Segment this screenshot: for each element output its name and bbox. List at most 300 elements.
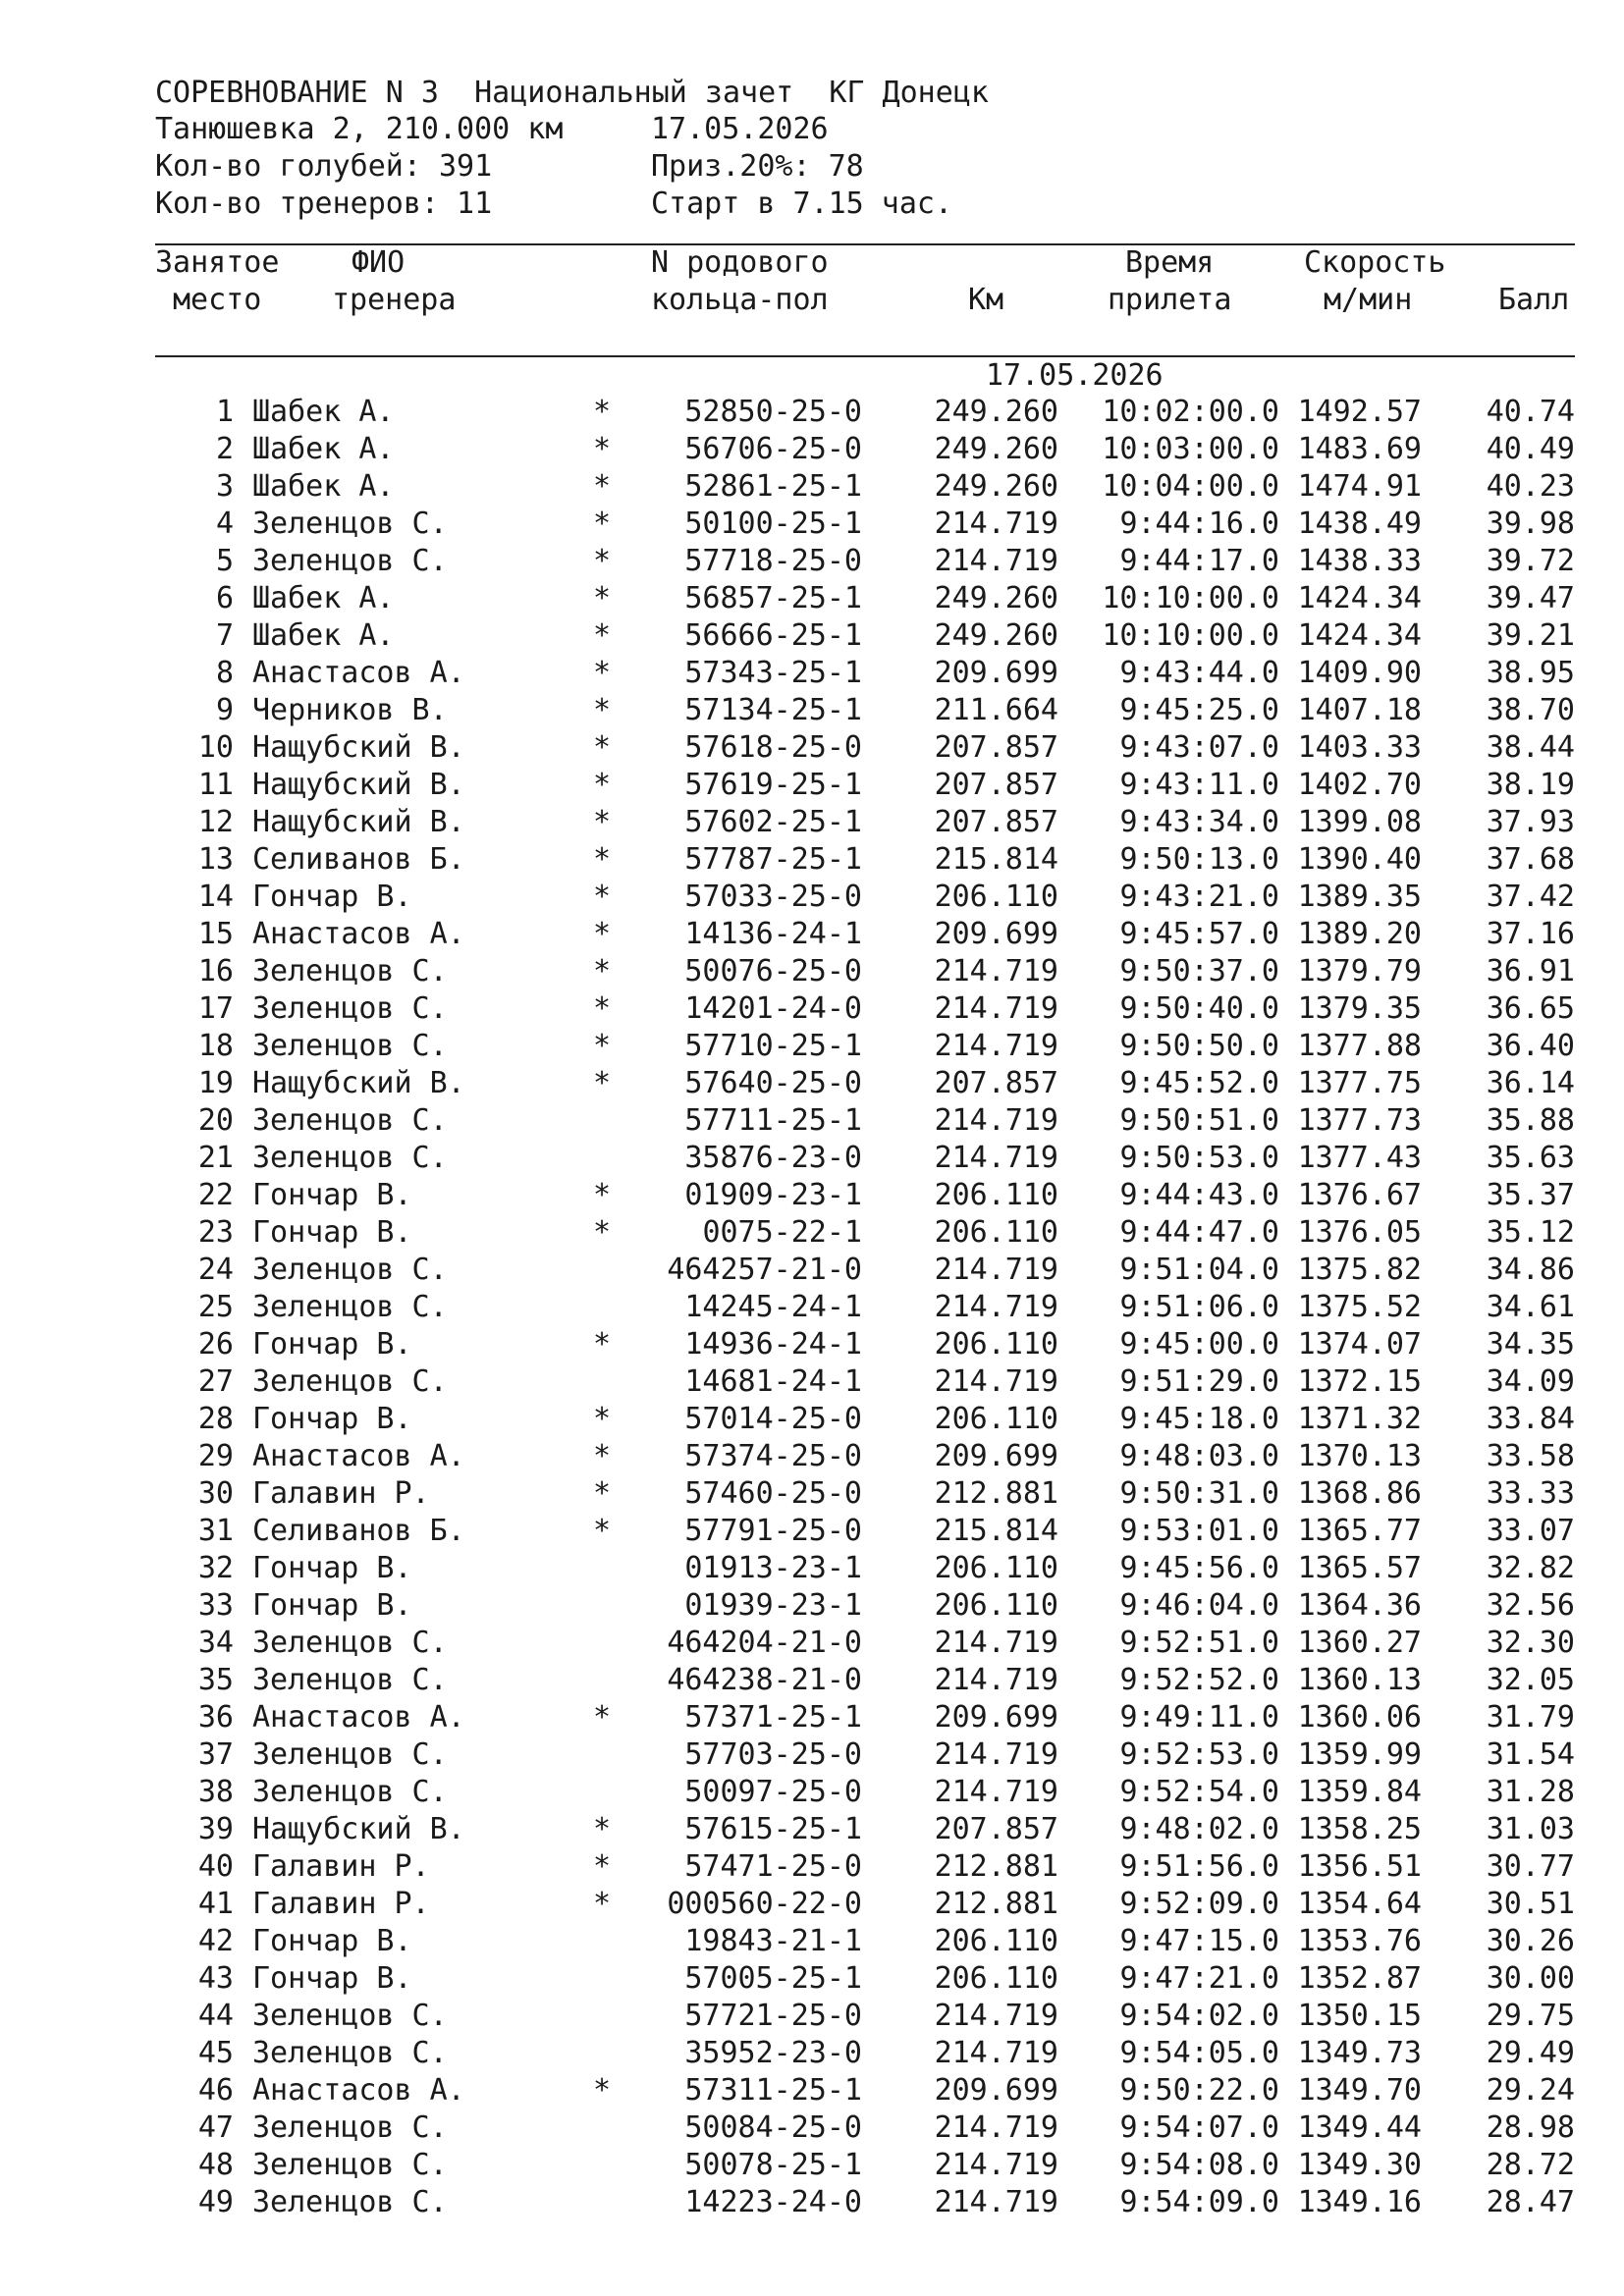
start-time: Старт в 7.15 час. bbox=[651, 187, 953, 221]
row-trainer-name: Зеленцов С. bbox=[252, 1141, 448, 1175]
row-distance: 214.719 bbox=[934, 1103, 1058, 1138]
row-score: 28.98 bbox=[1486, 2110, 1575, 2145]
row-distance: 206.110 bbox=[934, 880, 1058, 914]
row-mark: * bbox=[592, 1812, 612, 1846]
row-score: 32.05 bbox=[1486, 1663, 1575, 1697]
row-mark: * bbox=[592, 693, 612, 727]
row-arrival-time: 9:48:03.0 bbox=[1119, 1439, 1279, 1473]
row-arrival-time: 10:02:00.0 bbox=[1102, 395, 1279, 429]
row-mark: * bbox=[592, 991, 612, 1026]
row-distance: 209.699 bbox=[934, 1700, 1058, 1735]
row-trainer-name: Зеленцов С. bbox=[252, 1663, 448, 1697]
row-score: 38.95 bbox=[1486, 656, 1575, 690]
results-document bbox=[155, 75, 1575, 2222]
row-speed: 1349.44 bbox=[1297, 2110, 1422, 2145]
row-speed: 1353.76 bbox=[1297, 1924, 1422, 1958]
row-ring-number: 57711-25-1 bbox=[684, 1103, 862, 1138]
row-ring-number: 57471-25-0 bbox=[684, 1849, 862, 1884]
row-distance: 207.857 bbox=[934, 768, 1058, 802]
row-place: 43 bbox=[197, 1961, 234, 1996]
row-trainer-name: Нащубский В. bbox=[252, 1812, 465, 1846]
row-place: 40 bbox=[197, 1849, 234, 1884]
row-distance: 212.881 bbox=[934, 1476, 1058, 1511]
row-score: 28.72 bbox=[1486, 2148, 1575, 2182]
row-trainer-name: Нащубский В. bbox=[252, 730, 465, 765]
row-ring-number: 57343-25-1 bbox=[684, 656, 862, 690]
row-arrival-time: 9:50:40.0 bbox=[1119, 991, 1279, 1026]
row-score: 33.58 bbox=[1486, 1439, 1575, 1473]
row-score: 30.51 bbox=[1486, 1887, 1575, 1921]
row-mark: * bbox=[592, 1887, 612, 1921]
table-row bbox=[155, 2185, 1575, 2222]
row-place: 41 bbox=[197, 1887, 234, 1921]
table-row bbox=[155, 842, 1575, 880]
row-score: 33.33 bbox=[1486, 1476, 1575, 1511]
row-speed: 1375.52 bbox=[1297, 1290, 1422, 1324]
row-distance: 209.699 bbox=[934, 2073, 1058, 2108]
row-arrival-time: 9:44:43.0 bbox=[1119, 1178, 1279, 1212]
row-trainer-name: Нащубский В. bbox=[252, 768, 465, 802]
row-speed: 1349.30 bbox=[1297, 2148, 1422, 2182]
row-trainer-name: Нащубский В. bbox=[252, 805, 465, 839]
row-arrival-time: 9:48:02.0 bbox=[1119, 1812, 1279, 1846]
col-speed-label: Скорость bbox=[1304, 245, 1446, 280]
row-mark: * bbox=[592, 1066, 612, 1100]
row-ring-number: 14245-24-1 bbox=[684, 1290, 862, 1324]
row-score: 37.93 bbox=[1486, 805, 1575, 839]
row-distance: 214.719 bbox=[934, 1290, 1058, 1324]
trainer-count-line bbox=[155, 187, 1575, 224]
row-score: 28.47 bbox=[1486, 2185, 1575, 2219]
row-arrival-time: 10:03:00.0 bbox=[1102, 432, 1279, 466]
row-place: 23 bbox=[197, 1215, 234, 1250]
row-mark: * bbox=[592, 1514, 612, 1548]
row-arrival-time: 9:51:29.0 bbox=[1119, 1364, 1279, 1399]
row-score: 39.47 bbox=[1486, 581, 1575, 615]
row-ring-number: 57460-25-0 bbox=[684, 1476, 862, 1511]
row-arrival-time: 9:45:52.0 bbox=[1119, 1066, 1279, 1100]
row-mark: * bbox=[592, 581, 612, 615]
row-distance: 214.719 bbox=[934, 1364, 1058, 1399]
row-speed: 1365.57 bbox=[1297, 1551, 1422, 1585]
row-distance: 206.110 bbox=[934, 1178, 1058, 1212]
date-separator-text: 17.05.2026 bbox=[986, 358, 1164, 393]
row-place: 6 bbox=[215, 581, 234, 615]
row-speed: 1371.32 bbox=[1297, 1402, 1422, 1436]
row-speed: 1358.25 bbox=[1297, 1812, 1422, 1846]
row-trainer-name: Гончар В. bbox=[252, 1924, 412, 1958]
row-distance: 206.110 bbox=[934, 1551, 1058, 1585]
row-trainer-name: Селиванов Б. bbox=[252, 842, 465, 877]
row-ring-number: 57721-25-0 bbox=[684, 1999, 862, 2033]
table-row bbox=[155, 1663, 1575, 1700]
table-row bbox=[155, 1812, 1575, 1849]
row-ring-number: 0075-22-1 bbox=[702, 1215, 862, 1250]
row-trainer-name: Зеленцов С. bbox=[252, 1364, 448, 1399]
prize-count: Приз.20%: 78 bbox=[651, 149, 864, 184]
row-place: 7 bbox=[215, 618, 234, 653]
row-arrival-time: 9:47:15.0 bbox=[1119, 1924, 1279, 1958]
table-row bbox=[155, 1476, 1575, 1514]
row-distance: 206.110 bbox=[934, 1327, 1058, 1362]
row-distance: 209.699 bbox=[934, 917, 1058, 951]
col-name-label-2: тренера bbox=[332, 283, 457, 317]
row-ring-number: 000560-22-0 bbox=[667, 1887, 862, 1921]
row-score: 29.49 bbox=[1486, 2036, 1575, 2070]
row-score: 34.35 bbox=[1486, 1327, 1575, 1362]
row-ring-number: 57134-25-1 bbox=[684, 693, 862, 727]
row-distance: 214.719 bbox=[934, 544, 1058, 578]
table-row bbox=[155, 1327, 1575, 1364]
row-score: 36.65 bbox=[1486, 991, 1575, 1026]
row-speed: 1390.40 bbox=[1297, 842, 1422, 877]
row-ring-number: 14681-24-1 bbox=[684, 1364, 862, 1399]
row-arrival-time: 10:04:00.0 bbox=[1102, 469, 1279, 504]
row-trainer-name: Анастасов А. bbox=[252, 1439, 465, 1473]
row-score: 38.44 bbox=[1486, 730, 1575, 765]
row-speed: 1349.16 bbox=[1297, 2185, 1422, 2219]
row-arrival-time: 9:45:00.0 bbox=[1119, 1327, 1279, 1362]
row-trainer-name: Зеленцов С. bbox=[252, 1029, 448, 1063]
row-score: 35.88 bbox=[1486, 1103, 1575, 1138]
row-speed: 1360.13 bbox=[1297, 1663, 1422, 1697]
row-ring-number: 14936-24-1 bbox=[684, 1327, 862, 1362]
column-header-row-2 bbox=[155, 283, 1575, 320]
table-row bbox=[155, 2073, 1575, 2110]
row-ring-number: 50076-25-0 bbox=[684, 954, 862, 988]
row-speed: 1360.06 bbox=[1297, 1700, 1422, 1735]
row-arrival-time: 9:50:53.0 bbox=[1119, 1141, 1279, 1175]
row-place: 28 bbox=[197, 1402, 234, 1436]
row-score: 37.68 bbox=[1486, 842, 1575, 877]
row-trainer-name: Зеленцов С. bbox=[252, 1103, 448, 1138]
row-speed: 1399.08 bbox=[1297, 805, 1422, 839]
row-speed: 1374.07 bbox=[1297, 1327, 1422, 1362]
row-distance: 214.719 bbox=[934, 954, 1058, 988]
row-ring-number: 57033-25-0 bbox=[684, 880, 862, 914]
row-mark: * bbox=[592, 1439, 612, 1473]
row-ring-number: 57311-25-1 bbox=[684, 2073, 862, 2108]
row-trainer-name: Галавин Р. bbox=[252, 1849, 430, 1884]
row-ring-number: 57787-25-1 bbox=[684, 842, 862, 877]
row-place: 45 bbox=[197, 2036, 234, 2070]
row-speed: 1389.20 bbox=[1297, 917, 1422, 951]
row-mark: * bbox=[592, 805, 612, 839]
row-place: 46 bbox=[197, 2073, 234, 2108]
row-distance: 214.719 bbox=[934, 1253, 1058, 1287]
row-ring-number: 14201-24-0 bbox=[684, 991, 862, 1026]
row-place: 16 bbox=[197, 954, 234, 988]
row-place: 9 bbox=[215, 693, 234, 727]
row-speed: 1349.70 bbox=[1297, 2073, 1422, 2108]
row-distance: 209.699 bbox=[934, 1439, 1058, 1473]
col-speed-label-2: м/мин bbox=[1324, 283, 1413, 317]
row-score: 29.24 bbox=[1486, 2073, 1575, 2108]
row-arrival-time: 9:43:21.0 bbox=[1119, 880, 1279, 914]
row-ring-number: 50084-25-0 bbox=[684, 2110, 862, 2145]
row-arrival-time: 9:50:50.0 bbox=[1119, 1029, 1279, 1063]
row-arrival-time: 9:45:25.0 bbox=[1119, 693, 1279, 727]
row-distance: 207.857 bbox=[934, 730, 1058, 765]
col-place-label-2: место bbox=[173, 283, 262, 317]
row-ring-number: 57014-25-0 bbox=[684, 1402, 862, 1436]
row-trainer-name: Зеленцов С. bbox=[252, 1290, 448, 1324]
row-trainer-name: Гончар В. bbox=[252, 1178, 412, 1212]
table-row bbox=[155, 544, 1575, 581]
row-trainer-name: Зеленцов С. bbox=[252, 1253, 448, 1287]
row-arrival-time: 9:43:44.0 bbox=[1119, 656, 1279, 690]
row-speed: 1424.34 bbox=[1297, 581, 1422, 615]
row-mark: * bbox=[592, 917, 612, 951]
pigeon-count-line bbox=[155, 149, 1575, 187]
row-score: 36.14 bbox=[1486, 1066, 1575, 1100]
results-table bbox=[155, 395, 1575, 2222]
row-place: 44 bbox=[197, 1999, 234, 2033]
row-arrival-time: 9:45:57.0 bbox=[1119, 917, 1279, 951]
row-place: 31 bbox=[197, 1514, 234, 1548]
column-header-row-1 bbox=[155, 245, 1575, 283]
row-trainer-name: Анастасов А. bbox=[252, 917, 465, 951]
row-speed: 1438.33 bbox=[1297, 544, 1422, 578]
row-mark: * bbox=[592, 880, 612, 914]
row-score: 35.12 bbox=[1486, 1215, 1575, 1250]
row-arrival-time: 9:52:54.0 bbox=[1119, 1775, 1279, 1809]
row-arrival-time: 9:45:18.0 bbox=[1119, 1402, 1279, 1436]
row-trainer-name: Шабек А. bbox=[252, 581, 395, 615]
row-place: 24 bbox=[197, 1253, 234, 1287]
row-place: 22 bbox=[197, 1178, 234, 1212]
row-ring-number: 50100-25-1 bbox=[684, 507, 862, 541]
row-ring-number: 57718-25-0 bbox=[684, 544, 862, 578]
table-row bbox=[155, 469, 1575, 507]
row-mark: * bbox=[592, 469, 612, 504]
table-row bbox=[155, 1700, 1575, 1737]
row-mark: * bbox=[592, 842, 612, 877]
row-place: 3 bbox=[215, 469, 234, 504]
row-place: 36 bbox=[197, 1700, 234, 1735]
row-speed: 1474.91 bbox=[1297, 469, 1422, 504]
col-ring-label: N родового bbox=[651, 245, 829, 280]
row-arrival-time: 9:50:31.0 bbox=[1119, 1476, 1279, 1511]
row-trainer-name: Зеленцов С. bbox=[252, 2036, 448, 2070]
row-speed: 1368.86 bbox=[1297, 1476, 1422, 1511]
table-row bbox=[155, 1290, 1575, 1327]
row-arrival-time: 9:52:09.0 bbox=[1119, 1887, 1279, 1921]
table-row bbox=[155, 1775, 1575, 1812]
row-distance: 214.719 bbox=[934, 1141, 1058, 1175]
table-row bbox=[155, 507, 1575, 544]
row-ring-number: 52861-25-1 bbox=[684, 469, 862, 504]
row-arrival-time: 9:50:37.0 bbox=[1119, 954, 1279, 988]
row-ring-number: 464257-21-0 bbox=[667, 1253, 862, 1287]
row-distance: 214.719 bbox=[934, 1029, 1058, 1063]
row-distance: 249.260 bbox=[934, 618, 1058, 653]
row-arrival-time: 9:50:51.0 bbox=[1119, 1103, 1279, 1138]
row-score: 31.79 bbox=[1486, 1700, 1575, 1735]
row-place: 37 bbox=[197, 1737, 234, 1772]
row-distance: 214.719 bbox=[934, 2148, 1058, 2182]
table-row bbox=[155, 1066, 1575, 1103]
row-trainer-name: Зеленцов С. bbox=[252, 2185, 448, 2219]
row-ring-number: 52850-25-0 bbox=[684, 395, 862, 429]
row-score: 40.49 bbox=[1486, 432, 1575, 466]
row-ring-number: 464238-21-0 bbox=[667, 1663, 862, 1697]
col-time-label-2: прилета bbox=[1108, 283, 1232, 317]
row-place: 39 bbox=[197, 1812, 234, 1846]
row-arrival-time: 9:52:52.0 bbox=[1119, 1663, 1279, 1697]
row-score: 31.54 bbox=[1486, 1737, 1575, 1772]
row-arrival-time: 9:43:07.0 bbox=[1119, 730, 1279, 765]
row-distance: 215.814 bbox=[934, 842, 1058, 877]
row-ring-number: 57710-25-1 bbox=[684, 1029, 862, 1063]
table-row bbox=[155, 730, 1575, 768]
row-speed: 1375.82 bbox=[1297, 1253, 1422, 1287]
row-score: 37.16 bbox=[1486, 917, 1575, 951]
row-trainer-name: Зеленцов С. bbox=[252, 544, 448, 578]
row-place: 18 bbox=[197, 1029, 234, 1063]
row-speed: 1372.15 bbox=[1297, 1364, 1422, 1399]
row-speed: 1376.05 bbox=[1297, 1215, 1422, 1250]
row-ring-number: 57005-25-1 bbox=[684, 1961, 862, 1996]
row-mark: * bbox=[592, 730, 612, 765]
row-arrival-time: 9:47:21.0 bbox=[1119, 1961, 1279, 1996]
row-score: 32.82 bbox=[1486, 1551, 1575, 1585]
row-speed: 1402.70 bbox=[1297, 768, 1422, 802]
release-point: Танюшевка 2, 210.000 км bbox=[155, 112, 564, 146]
row-ring-number: 50097-25-0 bbox=[684, 1775, 862, 1809]
row-ring-number: 01913-23-1 bbox=[684, 1551, 862, 1585]
row-score: 38.70 bbox=[1486, 693, 1575, 727]
row-ring-number: 56857-25-1 bbox=[684, 581, 862, 615]
table-row bbox=[155, 1924, 1575, 1961]
row-speed: 1350.15 bbox=[1297, 1999, 1422, 2033]
row-trainer-name: Нащубский В. bbox=[252, 1066, 465, 1100]
row-score: 36.91 bbox=[1486, 954, 1575, 988]
table-row bbox=[155, 432, 1575, 469]
row-trainer-name: Зеленцов С. bbox=[252, 1775, 448, 1809]
row-ring-number: 14136-24-1 bbox=[684, 917, 862, 951]
row-place: 33 bbox=[197, 1588, 234, 1623]
row-score: 35.63 bbox=[1486, 1141, 1575, 1175]
row-trainer-name: Гончар В. bbox=[252, 1215, 412, 1250]
row-arrival-time: 9:43:34.0 bbox=[1119, 805, 1279, 839]
row-speed: 1379.79 bbox=[1297, 954, 1422, 988]
row-distance: 206.110 bbox=[934, 1215, 1058, 1250]
row-mark: * bbox=[592, 1215, 612, 1250]
row-trainer-name: Зеленцов С. bbox=[252, 507, 448, 541]
row-speed: 1370.13 bbox=[1297, 1439, 1422, 1473]
trainer-count: Кол-во тренеров: 11 bbox=[155, 187, 493, 221]
table-row bbox=[155, 618, 1575, 656]
row-trainer-name: Анастасов А. bbox=[252, 656, 465, 690]
table-row bbox=[155, 2148, 1575, 2185]
row-place: 15 bbox=[197, 917, 234, 951]
row-arrival-time: 9:51:56.0 bbox=[1119, 1849, 1279, 1884]
row-distance: 214.719 bbox=[934, 507, 1058, 541]
row-arrival-time: 9:54:02.0 bbox=[1119, 1999, 1279, 2033]
row-distance: 214.719 bbox=[934, 991, 1058, 1026]
row-speed: 1409.90 bbox=[1297, 656, 1422, 690]
row-trainer-name: Селиванов Б. bbox=[252, 1514, 465, 1548]
table-row bbox=[155, 1103, 1575, 1141]
pigeon-count: Кол-во голубей: 391 bbox=[155, 149, 493, 184]
row-ring-number: 50078-25-1 bbox=[684, 2148, 862, 2182]
row-distance: 206.110 bbox=[934, 1588, 1058, 1623]
row-place: 30 bbox=[197, 1476, 234, 1511]
row-ring-number: 35952-23-0 bbox=[684, 2036, 862, 2070]
row-arrival-time: 9:50:22.0 bbox=[1119, 2073, 1279, 2108]
row-arrival-time: 9:54:07.0 bbox=[1119, 2110, 1279, 2145]
row-ring-number: 35876-23-0 bbox=[684, 1141, 862, 1175]
row-score: 38.19 bbox=[1486, 768, 1575, 802]
table-row bbox=[155, 768, 1575, 805]
row-speed: 1360.27 bbox=[1297, 1626, 1422, 1660]
row-place: 26 bbox=[197, 1327, 234, 1362]
row-arrival-time: 9:54:05.0 bbox=[1119, 2036, 1279, 2070]
row-trainer-name: Зеленцов С. bbox=[252, 1737, 448, 1772]
release-point-line bbox=[155, 112, 1575, 149]
row-distance: 249.260 bbox=[934, 469, 1058, 504]
row-arrival-time: 9:50:13.0 bbox=[1119, 842, 1279, 877]
row-mark: * bbox=[592, 1029, 612, 1063]
col-name-label: ФИО bbox=[352, 245, 406, 280]
row-arrival-time: 10:10:00.0 bbox=[1102, 618, 1279, 653]
row-score: 37.42 bbox=[1486, 880, 1575, 914]
row-score: 39.98 bbox=[1486, 507, 1575, 541]
row-score: 34.09 bbox=[1486, 1364, 1575, 1399]
row-trainer-name: Зеленцов С. bbox=[252, 991, 448, 1026]
row-distance: 214.719 bbox=[934, 1626, 1058, 1660]
row-score: 34.86 bbox=[1486, 1253, 1575, 1287]
row-arrival-time: 9:44:17.0 bbox=[1119, 544, 1279, 578]
row-trainer-name: Гончар В. bbox=[252, 1402, 412, 1436]
row-trainer-name: Зеленцов С. bbox=[252, 1626, 448, 1660]
row-speed: 1365.77 bbox=[1297, 1514, 1422, 1548]
row-place: 25 bbox=[197, 1290, 234, 1324]
row-ring-number: 01939-23-1 bbox=[684, 1588, 862, 1623]
row-speed: 1492.57 bbox=[1297, 395, 1422, 429]
row-arrival-time: 9:44:16.0 bbox=[1119, 507, 1279, 541]
row-speed: 1424.34 bbox=[1297, 618, 1422, 653]
row-ring-number: 56706-25-0 bbox=[684, 432, 862, 466]
row-distance: 249.260 bbox=[934, 395, 1058, 429]
row-ring-number: 57703-25-0 bbox=[684, 1737, 862, 1772]
row-speed: 1377.88 bbox=[1297, 1029, 1422, 1063]
row-speed: 1407.18 bbox=[1297, 693, 1422, 727]
table-row bbox=[155, 581, 1575, 618]
row-trainer-name: Зеленцов С. bbox=[252, 2110, 448, 2145]
row-mark: * bbox=[592, 768, 612, 802]
row-mark: * bbox=[592, 507, 612, 541]
table-row bbox=[155, 1849, 1575, 1887]
row-score: 40.74 bbox=[1486, 395, 1575, 429]
row-place: 1 bbox=[215, 395, 234, 429]
table-row bbox=[155, 656, 1575, 693]
row-arrival-time: 9:45:56.0 bbox=[1119, 1551, 1279, 1585]
row-score: 32.56 bbox=[1486, 1588, 1575, 1623]
row-ring-number: 56666-25-1 bbox=[684, 618, 862, 653]
row-mark: * bbox=[592, 2073, 612, 2108]
col-ring-label-2: кольца-пол bbox=[651, 283, 829, 317]
row-place: 17 bbox=[197, 991, 234, 1026]
table-row bbox=[155, 1961, 1575, 1999]
row-ring-number: 57615-25-1 bbox=[684, 1812, 862, 1846]
row-mark: * bbox=[592, 1402, 612, 1436]
row-ring-number: 14223-24-0 bbox=[684, 2185, 862, 2219]
row-distance: 214.719 bbox=[934, 2185, 1058, 2219]
row-place: 12 bbox=[197, 805, 234, 839]
row-distance: 206.110 bbox=[934, 1961, 1058, 1996]
